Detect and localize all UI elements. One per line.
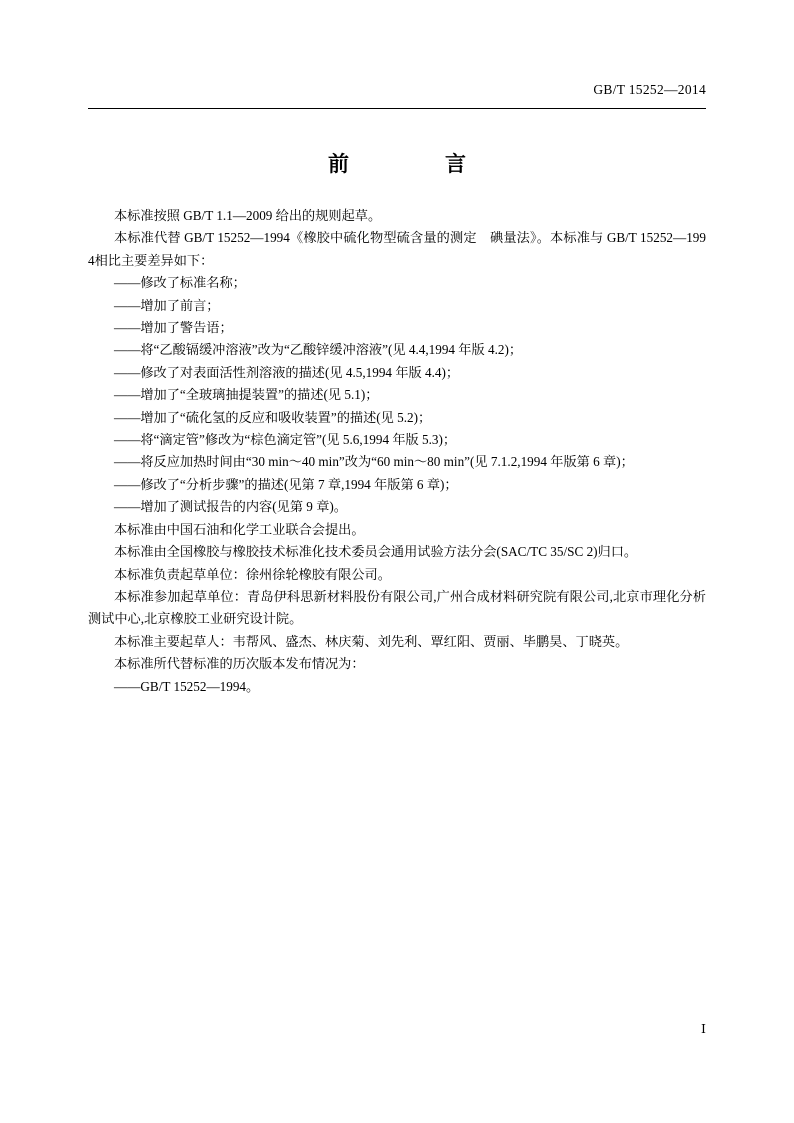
paragraph: 本标准所代替标准的历次版本发布情况为： bbox=[114, 656, 365, 672]
paragraph: 本标准代替 GB/T 15252—1994《橡胶中硫化物型硫含量的测定 碘量法》。本标准与 GB/T 15252—1994相比主要差异如下： bbox=[88, 230, 706, 268]
paragraph: 本标准负责起草单位：徐州徐轮橡胶有限公司。 bbox=[114, 566, 391, 582]
list-item: ——增加了警告语； bbox=[114, 320, 233, 336]
page-number: Ⅰ bbox=[701, 1022, 706, 1036]
list-item: ——GB/T 15252—1994。 bbox=[114, 678, 260, 694]
paragraph: 本标准由全国橡胶与橡胶技术标准化技术委员会通用试验方法分会(SAC/TC 35/SC 2)归口。 bbox=[114, 544, 638, 560]
foreword-body bbox=[88, 205, 706, 698]
list-item: ——将“滴定管”修改为“棕色滴定管”(见 5.6,1994 年版 5.3)； bbox=[114, 432, 457, 448]
standard-code-header: GB/T 15252—2014 bbox=[593, 82, 706, 97]
page-title: 前 言 bbox=[328, 152, 484, 176]
paragraph: 本标准主要起草人：韦帮风、盛杰、林庆菊、刘先利、覃红阳、贾丽、毕鹏昊、丁晓英。 bbox=[114, 633, 629, 649]
list-item: ——修改了对表面活性剂溶液的描述(见 4.5,1994 年版 4.4)； bbox=[114, 364, 460, 380]
header-divider bbox=[88, 108, 706, 109]
list-item: ——将反应加热时间由“30 min～40 min”改为“60 min～80 min”(见 7.1.2,1994 年版第 6 章)； bbox=[114, 454, 634, 470]
list-item: ——修改了“分析步骤”的描述(见第 7 章,1994 年版第 6 章)； bbox=[114, 476, 458, 492]
list-item: ——增加了“硫化氢的反应和吸收装置”的描述(见 5.2)； bbox=[114, 409, 432, 425]
list-item: ——将“乙酸镉缓冲溶液”改为“乙酸锌缓冲溶液”(见 4.4,1994 年版 4.2)； bbox=[114, 342, 523, 358]
list-item: ——增加了“全玻璃抽提装置”的描述(见 5.1)； bbox=[114, 387, 379, 403]
paragraph: 本标准参加起草单位：青岛伊科思新材料股份有限公司,广州合成材料研究院有限公司,北京市理化分析测试中心,北京橡胶工业研究设计院。 bbox=[88, 588, 706, 627]
paragraph: 本标准由中国石油和化学工业联合会提出。 bbox=[114, 521, 365, 537]
list-item: ——增加了前言； bbox=[114, 297, 220, 313]
list-item: ——增加了测试报告的内容(见第 9 章)。 bbox=[114, 499, 347, 515]
paragraph: 本标准按照 GB/T 1.1—2009 给出的规则起草。 bbox=[114, 208, 382, 223]
list-item: ——修改了标准名称； bbox=[114, 275, 246, 291]
